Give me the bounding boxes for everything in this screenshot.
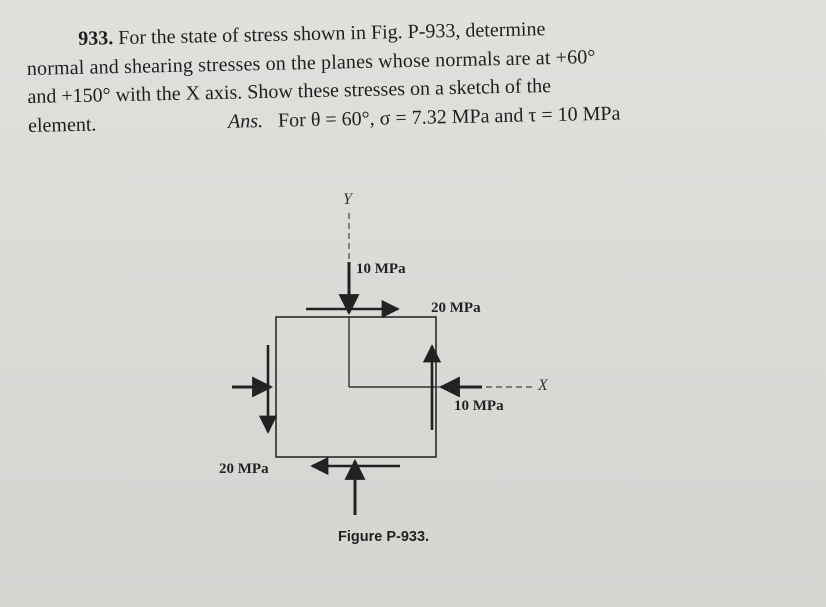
problem-number: 933. bbox=[78, 27, 114, 50]
problem-line-1-text: For the state of stress shown in Fig. P-933, determine bbox=[118, 18, 546, 50]
y-axis-label: Y bbox=[343, 191, 352, 208]
answer-text: For θ = 60°, σ = 7.32 MPa and τ = 10 MPa bbox=[277, 102, 621, 132]
right-normal-stress-label: 10 MPa bbox=[454, 398, 504, 414]
answer-label: Ans. bbox=[227, 109, 264, 133]
bottom-shear-stress-label: 20 MPa bbox=[219, 461, 269, 477]
problem-line-3: and +150° with the X axis. Show these stresses on a sketch of the bbox=[27, 75, 552, 108]
top-shear-stress-label: 20 MPa bbox=[431, 300, 481, 316]
x-axis-label: X bbox=[538, 377, 548, 394]
figure-caption: Figure P-933. bbox=[338, 529, 430, 545]
problem-line-4-start: element. bbox=[27, 113, 97, 137]
top-normal-stress-label: 10 MPa bbox=[356, 261, 406, 277]
problem-line-2: normal and shearing stresses on the planes whose normals are at +60° bbox=[26, 45, 596, 80]
